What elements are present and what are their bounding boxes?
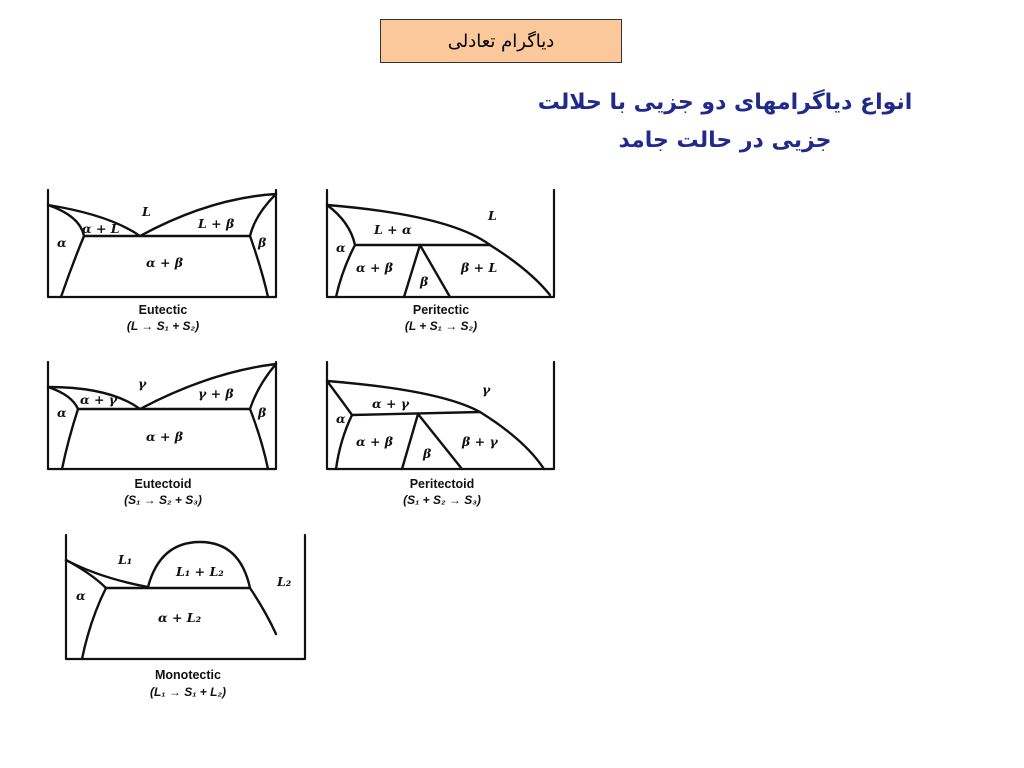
eutectic-label-beta: β (258, 235, 267, 250)
eutectic-label-alpha-l: α + L (82, 221, 120, 236)
eutectoid-diagram (48, 362, 276, 507)
monotectic-label-alpha: α (76, 588, 86, 603)
peritectoid-label-alpha: α (336, 411, 346, 426)
peritectic-label-l-alpha: L + α (374, 222, 412, 237)
eutectic-diagram (48, 190, 276, 333)
eutectoid-name: Eutectoid (134, 477, 192, 491)
eutectic-label-l-beta: L + β (198, 216, 235, 231)
subtitle-line-1: انواع دیاگرامهای دو جزیی با حلالت (537, 90, 913, 115)
eutectic-name: Eutectic (138, 303, 188, 317)
peritectoid-label-beta: β (423, 446, 432, 461)
monotectic-name: Monotectic (155, 668, 221, 682)
monotectic-label-l1: L₁ (118, 552, 133, 567)
peritectic-label-beta: β (420, 274, 429, 289)
eutectic-reaction: (L → S₁ + S₂) (126, 319, 200, 333)
peritectic-label-l: L (488, 208, 497, 223)
peritectic-label-alpha-beta: α + β (356, 260, 394, 275)
peritectic-name: Peritectic (412, 303, 470, 317)
peritectoid-name: Peritectoid (409, 477, 475, 491)
peritectoid-reaction: (S₁ + S₂ → S₃) (403, 493, 481, 507)
subtitle-line-2: جزیی در حالت جامد (618, 128, 832, 153)
eutectoid-label-gamma: γ (138, 376, 147, 391)
eutectoid-label-alpha-gamma: α + γ (80, 392, 118, 407)
monotectic-reaction: (L₁ → S₁ + L₂) (149, 685, 227, 699)
peritectoid-label-alpha-gamma: α + γ (372, 396, 410, 411)
peritectoid-diagram (327, 362, 554, 507)
monotectic-label-l1-l2: L₁ + L₂ (176, 564, 224, 579)
slide-title: دیاگرام تعادلی (447, 30, 555, 52)
peritectic-reaction: (L + S₁ → S₂) (404, 319, 478, 333)
peritectic-label-alpha: α (336, 240, 346, 255)
eutectic-label-alpha-beta: α + β (146, 255, 184, 270)
peritectoid-label-gamma: γ (482, 382, 491, 397)
peritectoid-label-alpha-beta: α + β (356, 434, 394, 449)
eutectic-label-alpha: α (57, 235, 67, 250)
eutectoid-label-beta: β (258, 405, 267, 420)
peritectic-label-beta-l: β + L (461, 260, 498, 275)
eutectoid-label-alpha: α (57, 405, 67, 420)
monotectic-label-l2: L₂ (277, 574, 292, 589)
peritectoid-label-beta-gamma: β + γ (462, 434, 498, 449)
eutectoid-reaction: (S₁ → S₂ + S₃) (124, 493, 202, 507)
peritectic-diagram (327, 190, 554, 333)
eutectoid-label-gamma-beta: γ + β (198, 386, 234, 401)
monotectic-label-alpha-l2: α + L₂ (158, 610, 202, 625)
eutectoid-label-alpha-beta: α + β (146, 429, 184, 444)
monotectic-diagram (66, 535, 305, 699)
eutectic-label-l: L (142, 204, 151, 219)
